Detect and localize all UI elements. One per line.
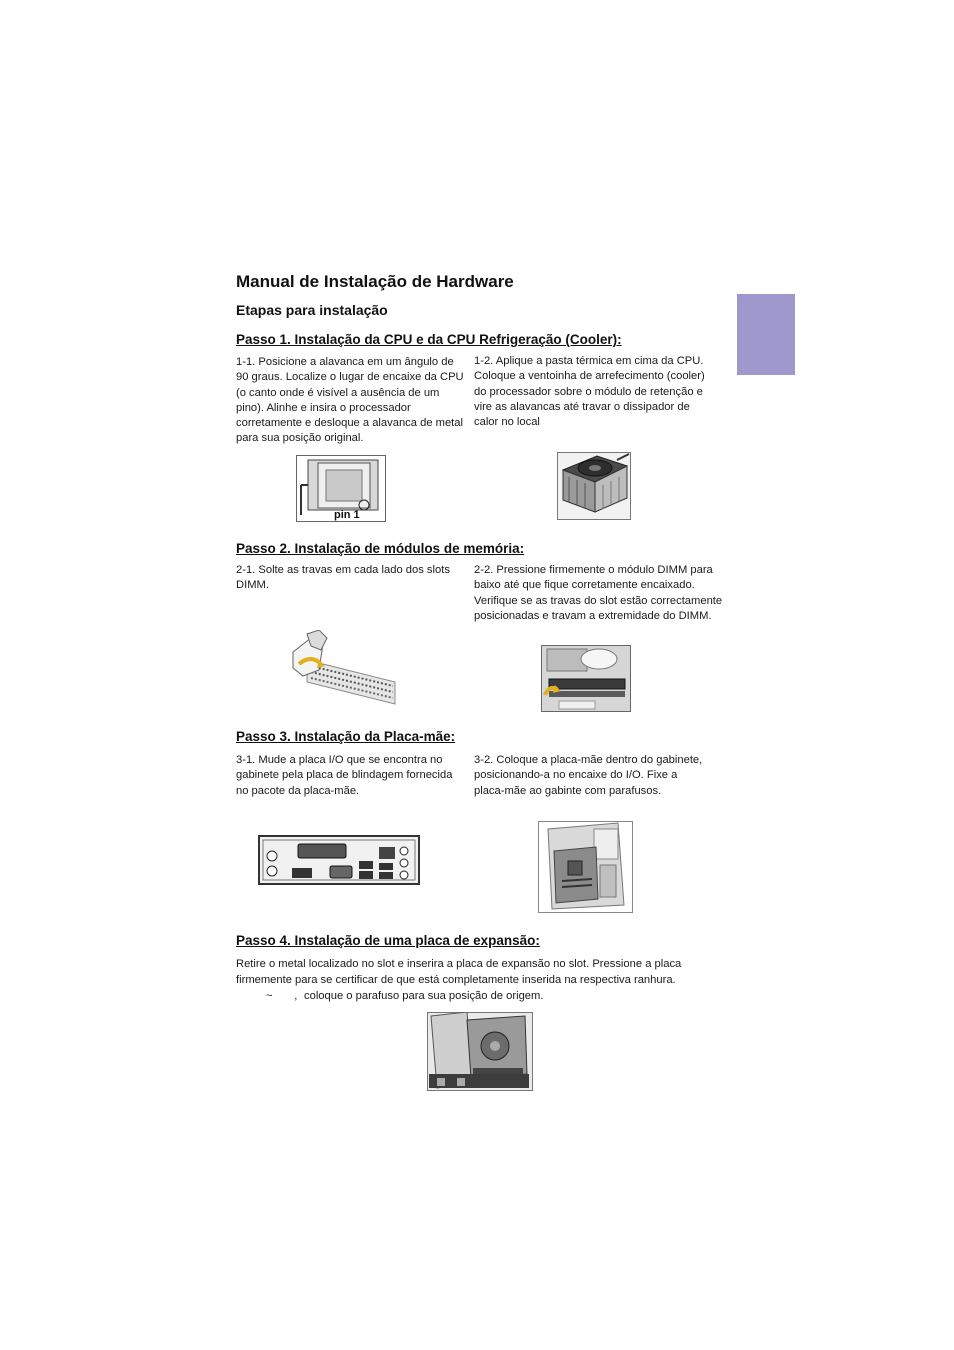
cpu-cooler-figure <box>557 452 631 520</box>
step1-heading: Passo 1. Instalação da CPU e da CPU Refrigeração (Cooler): <box>236 332 622 347</box>
dimm-slot-figure <box>289 630 399 712</box>
step2-heading: Passo 2. Instalação de módulos de memória: <box>236 541 525 556</box>
step2-left-text: 2-1. Solte as travas em cada lado dos slots DIMM. <box>236 564 450 592</box>
step4-text-line3: coloque o parafuso para sua posição de origem. <box>304 990 544 1002</box>
step3-heading: Passo 3. Instalação da Placa-mãe: <box>236 729 456 744</box>
step4-text-line2: firmemente para se certificar de que está completamente inserida na respectiva ranhura. <box>236 974 676 986</box>
step3-left-text: 3-1. Mude a placa I/O que se encontra no gabinete pela placa de blindagem fornecida no pacote da placa-mãe. <box>236 754 453 797</box>
step4-text-line1: Retire o metal localizado no slot e inserira a placa de expansão no slot. Pressione a placa <box>236 958 682 970</box>
step2-right-text: 2-2. Pressione firmemente o módulo DIMM para baixo até que fique corretamente encaixado. Verifique se as travas do slot estão correctamente posicionadas e travam a extremidade do DIMM. <box>474 564 723 622</box>
step4-text-marks: ~ , <box>266 990 298 1002</box>
cpu-socket-figure <box>296 455 386 522</box>
section-subtitle: Etapas para instalação <box>236 302 388 318</box>
case-motherboard-figure <box>538 821 633 913</box>
step4-heading: Passo 4. Instalação de uma placa de expansão: <box>236 933 540 948</box>
page-title: Manual de Instalação de Hardware <box>236 272 514 291</box>
step1-right-text: 1-2. Aplique a pasta térmica em cima da CPU. Coloque a ventoinha de arrefecimento (cooler) do processador sobre o módulo de retenção e vire as alavancas até travar o dissipador de calor no local <box>474 355 705 429</box>
chapter-tab <box>737 294 795 375</box>
step3-right-text: 3-2. Coloque a placa-mãe dentro do gabinete, posicionando-a no encaixe do I/O. Fixe a placa-mãe ao gabinte com parafusos. <box>474 754 703 797</box>
dimm-insert-figure <box>541 645 631 712</box>
step1-left-text: 1-1. Posicione a alavanca em um ângulo de 90 graus. Localize o lugar de encaixe da CPU (o canto onde é visível a ausência de um pino). Alinhe e insira o processador corretamente e desloque a alavanca de metal para sua posição original. <box>236 356 464 445</box>
expansion-card-figure <box>427 1012 533 1091</box>
io-shield-figure <box>258 835 420 885</box>
pin1-label: pin 1 <box>334 509 360 521</box>
